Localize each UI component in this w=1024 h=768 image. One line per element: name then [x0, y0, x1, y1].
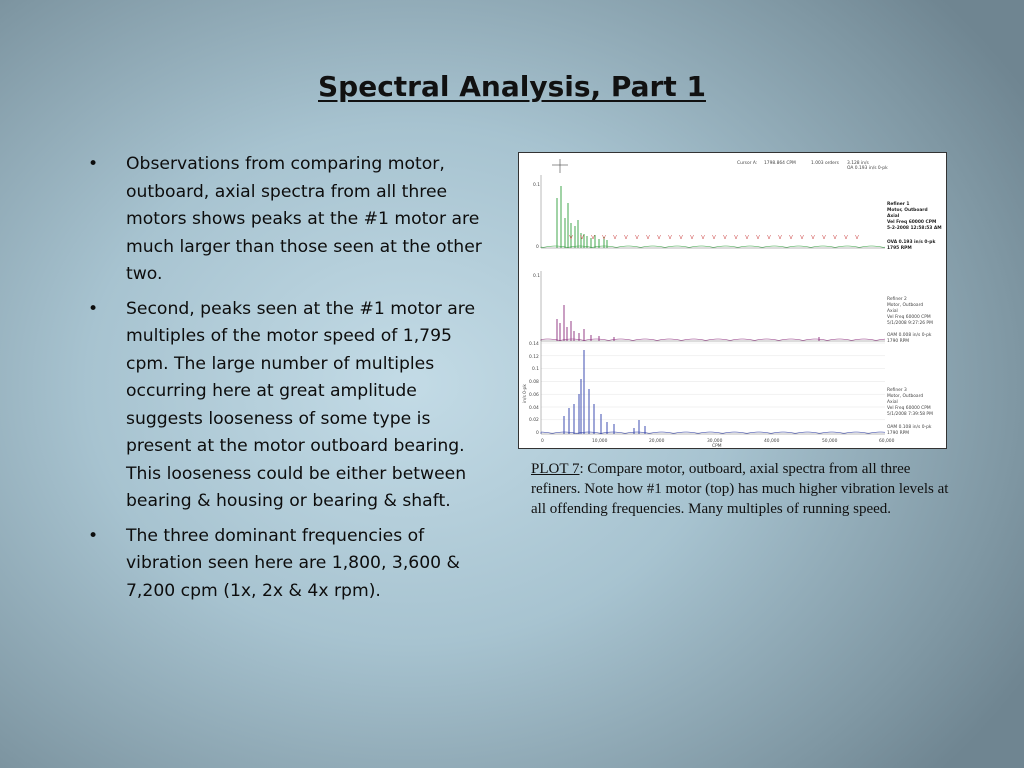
- harmonic-marker: [757, 235, 760, 239]
- harmonic-marker: [779, 235, 782, 239]
- spectrum-panel-refiner-2: [541, 271, 885, 341]
- bullet-marker: •: [88, 525, 99, 546]
- harmonic-marker: [702, 235, 705, 239]
- bullet-marker: •: [88, 154, 99, 174]
- y-tick-label: 0.12: [529, 355, 539, 360]
- harmonic-marker: [856, 235, 859, 239]
- spectrum-panel-refiner-1: [541, 175, 885, 248]
- y-tick-label: 0.14: [529, 342, 539, 347]
- panel-2-info: Axial: [887, 309, 898, 314]
- panel-3-oa: OAM 0.108 in/s 0-pk: [887, 425, 932, 430]
- harmonic-marker: [801, 235, 804, 239]
- harmonic-marker: [746, 235, 749, 239]
- harmonic-marker: [823, 235, 826, 239]
- panel-2-info: 5/1/2008 9:27:26 PM: [887, 321, 933, 326]
- harmonic-marker: [834, 235, 837, 239]
- slide-title: Spectral Analysis, Part 1: [318, 70, 706, 103]
- spectrum-noise-floor: [541, 246, 885, 248]
- x-tick-label: 20,000: [649, 439, 665, 444]
- panel-1-oa: OVA 0.193 in/s 0-pk: [887, 240, 936, 245]
- x-tick-label: 30,000: [707, 439, 723, 444]
- caption-label: PLOT 7: [531, 461, 580, 477]
- panel-2-info: Refiner 2: [887, 297, 907, 302]
- harmonic-marker: [614, 235, 617, 239]
- harmonic-marker: [647, 235, 650, 239]
- panel-3-info: 5/1/2008 7:39:58 PM: [887, 412, 933, 417]
- harmonic-marker: [713, 235, 716, 239]
- x-axis-title: CPM: [712, 444, 722, 447]
- panel-2-info: Vel Freq 60000 CPM: [887, 315, 931, 320]
- spectra-plot-figure: [518, 152, 947, 449]
- y-tick-label: 0.08: [529, 380, 539, 385]
- x-tick-label: 0: [541, 439, 544, 444]
- harmonic-marker: [735, 235, 738, 239]
- panel-2-oa: 1790 RPM: [887, 339, 910, 344]
- plot-header-oa: OA 0.193 in/s 0-pk: [847, 166, 888, 171]
- x-tick-label: 60,000: [879, 439, 895, 444]
- bullet-text: Second, peaks seen at the #1 motor are multiples of the motor speed of 1,795 cpm. The large number of multiples occurring here at great amplitude suggests looseness of some type is present at the motor outboard bearing. This looseness could be either between bearing & housing or bearing & shaft.: [126, 298, 476, 511]
- panel-3-info: Vel Freq 60000 CPM: [887, 406, 931, 411]
- panel-1-info: Motor, Outboard: [887, 208, 928, 213]
- panel-1-oa: 1795 RPM: [887, 246, 912, 251]
- harmonic-marker: [669, 235, 672, 239]
- panel-3-info: Refiner 3: [887, 388, 907, 393]
- plot-header-freq: 1798.864 CPM: [764, 161, 796, 166]
- harmonic-marker: [691, 235, 694, 239]
- harmonic-marker: [812, 235, 815, 239]
- panel-1-info: Axial: [887, 214, 900, 219]
- y-tick-label: 0.02: [529, 418, 539, 423]
- panel-3-info: Axial: [887, 400, 898, 405]
- bullet-item: [86, 151, 498, 289]
- bullet-text: Observations from comparing motor, outboard, axial spectra from all three motors shows peaks at the #1 motor are much larger than those seen at the other two.: [126, 154, 482, 284]
- plot-header-orders: 1.003 orders: [811, 161, 839, 166]
- harmonic-marker: [680, 235, 683, 239]
- y-tick-label: 0.1: [532, 367, 539, 372]
- bullet-item: [86, 296, 498, 516]
- bullet-text: The three dominant frequencies of vibration seen here are 1,800, 3,600 & 7,200 cpm (1x, 2x & 4x rpm).: [126, 525, 460, 601]
- figure-caption: [531, 459, 956, 519]
- y-tick-label: 0.1: [533, 274, 540, 279]
- spectra-plot: [519, 153, 945, 447]
- y-tick-label: 0.04: [529, 406, 539, 411]
- harmonic-marker: [658, 235, 661, 239]
- panel-1-info: Refiner 1: [887, 202, 910, 207]
- bullet-marker: •: [88, 298, 99, 319]
- panel-1-info: Vel Freq 60000 CPM: [887, 220, 937, 225]
- y-tick-label: 0: [536, 431, 539, 436]
- spectrum-noise-floor: [541, 339, 885, 341]
- spectrum-panel-refiner-3: [541, 339, 885, 434]
- harmonic-marker: [636, 235, 639, 239]
- y-tick-label: 0.06: [529, 393, 539, 398]
- harmonic-marker: [592, 235, 595, 239]
- harmonic-marker: [845, 235, 848, 239]
- harmonic-marker: [790, 235, 793, 239]
- panel-3-info: Motor, Outboard: [887, 394, 924, 399]
- bullet-item: [86, 523, 498, 606]
- x-tick-label: 50,000: [822, 439, 838, 444]
- bullet-list: [86, 151, 498, 612]
- panel-2-info: Motor, Outboard: [887, 303, 924, 308]
- panel-3-oa: 1790 RPM: [887, 431, 910, 436]
- y-tick-label: 0.1: [533, 183, 540, 188]
- harmonic-marker: [724, 235, 727, 239]
- x-tick-label: 10,000: [592, 439, 608, 444]
- caption-text: : Compare motor, outboard, axial spectra from all three refiners. Note how #1 motor (top) has much higher vibration levels at all offending frequencies. Many multiples of running speed.: [531, 461, 949, 517]
- panel-1-info: 5-2-2008 12:58:53 AM: [887, 226, 942, 231]
- harmonic-marker: [625, 235, 628, 239]
- y-axis-title: in/s 0-pk: [523, 384, 528, 403]
- plot-header-amp: 3.128 in/s: [847, 161, 869, 166]
- harmonic-marker: [768, 235, 771, 239]
- x-tick-label: 40,000: [764, 439, 780, 444]
- plot-header-cursor: Cursor A:: [737, 161, 758, 166]
- y-tick-label: 0: [536, 245, 539, 250]
- spectrum-noise-floor: [541, 432, 885, 434]
- panel-2-oa: OAM 0.008 in/s 0-pk: [887, 333, 932, 338]
